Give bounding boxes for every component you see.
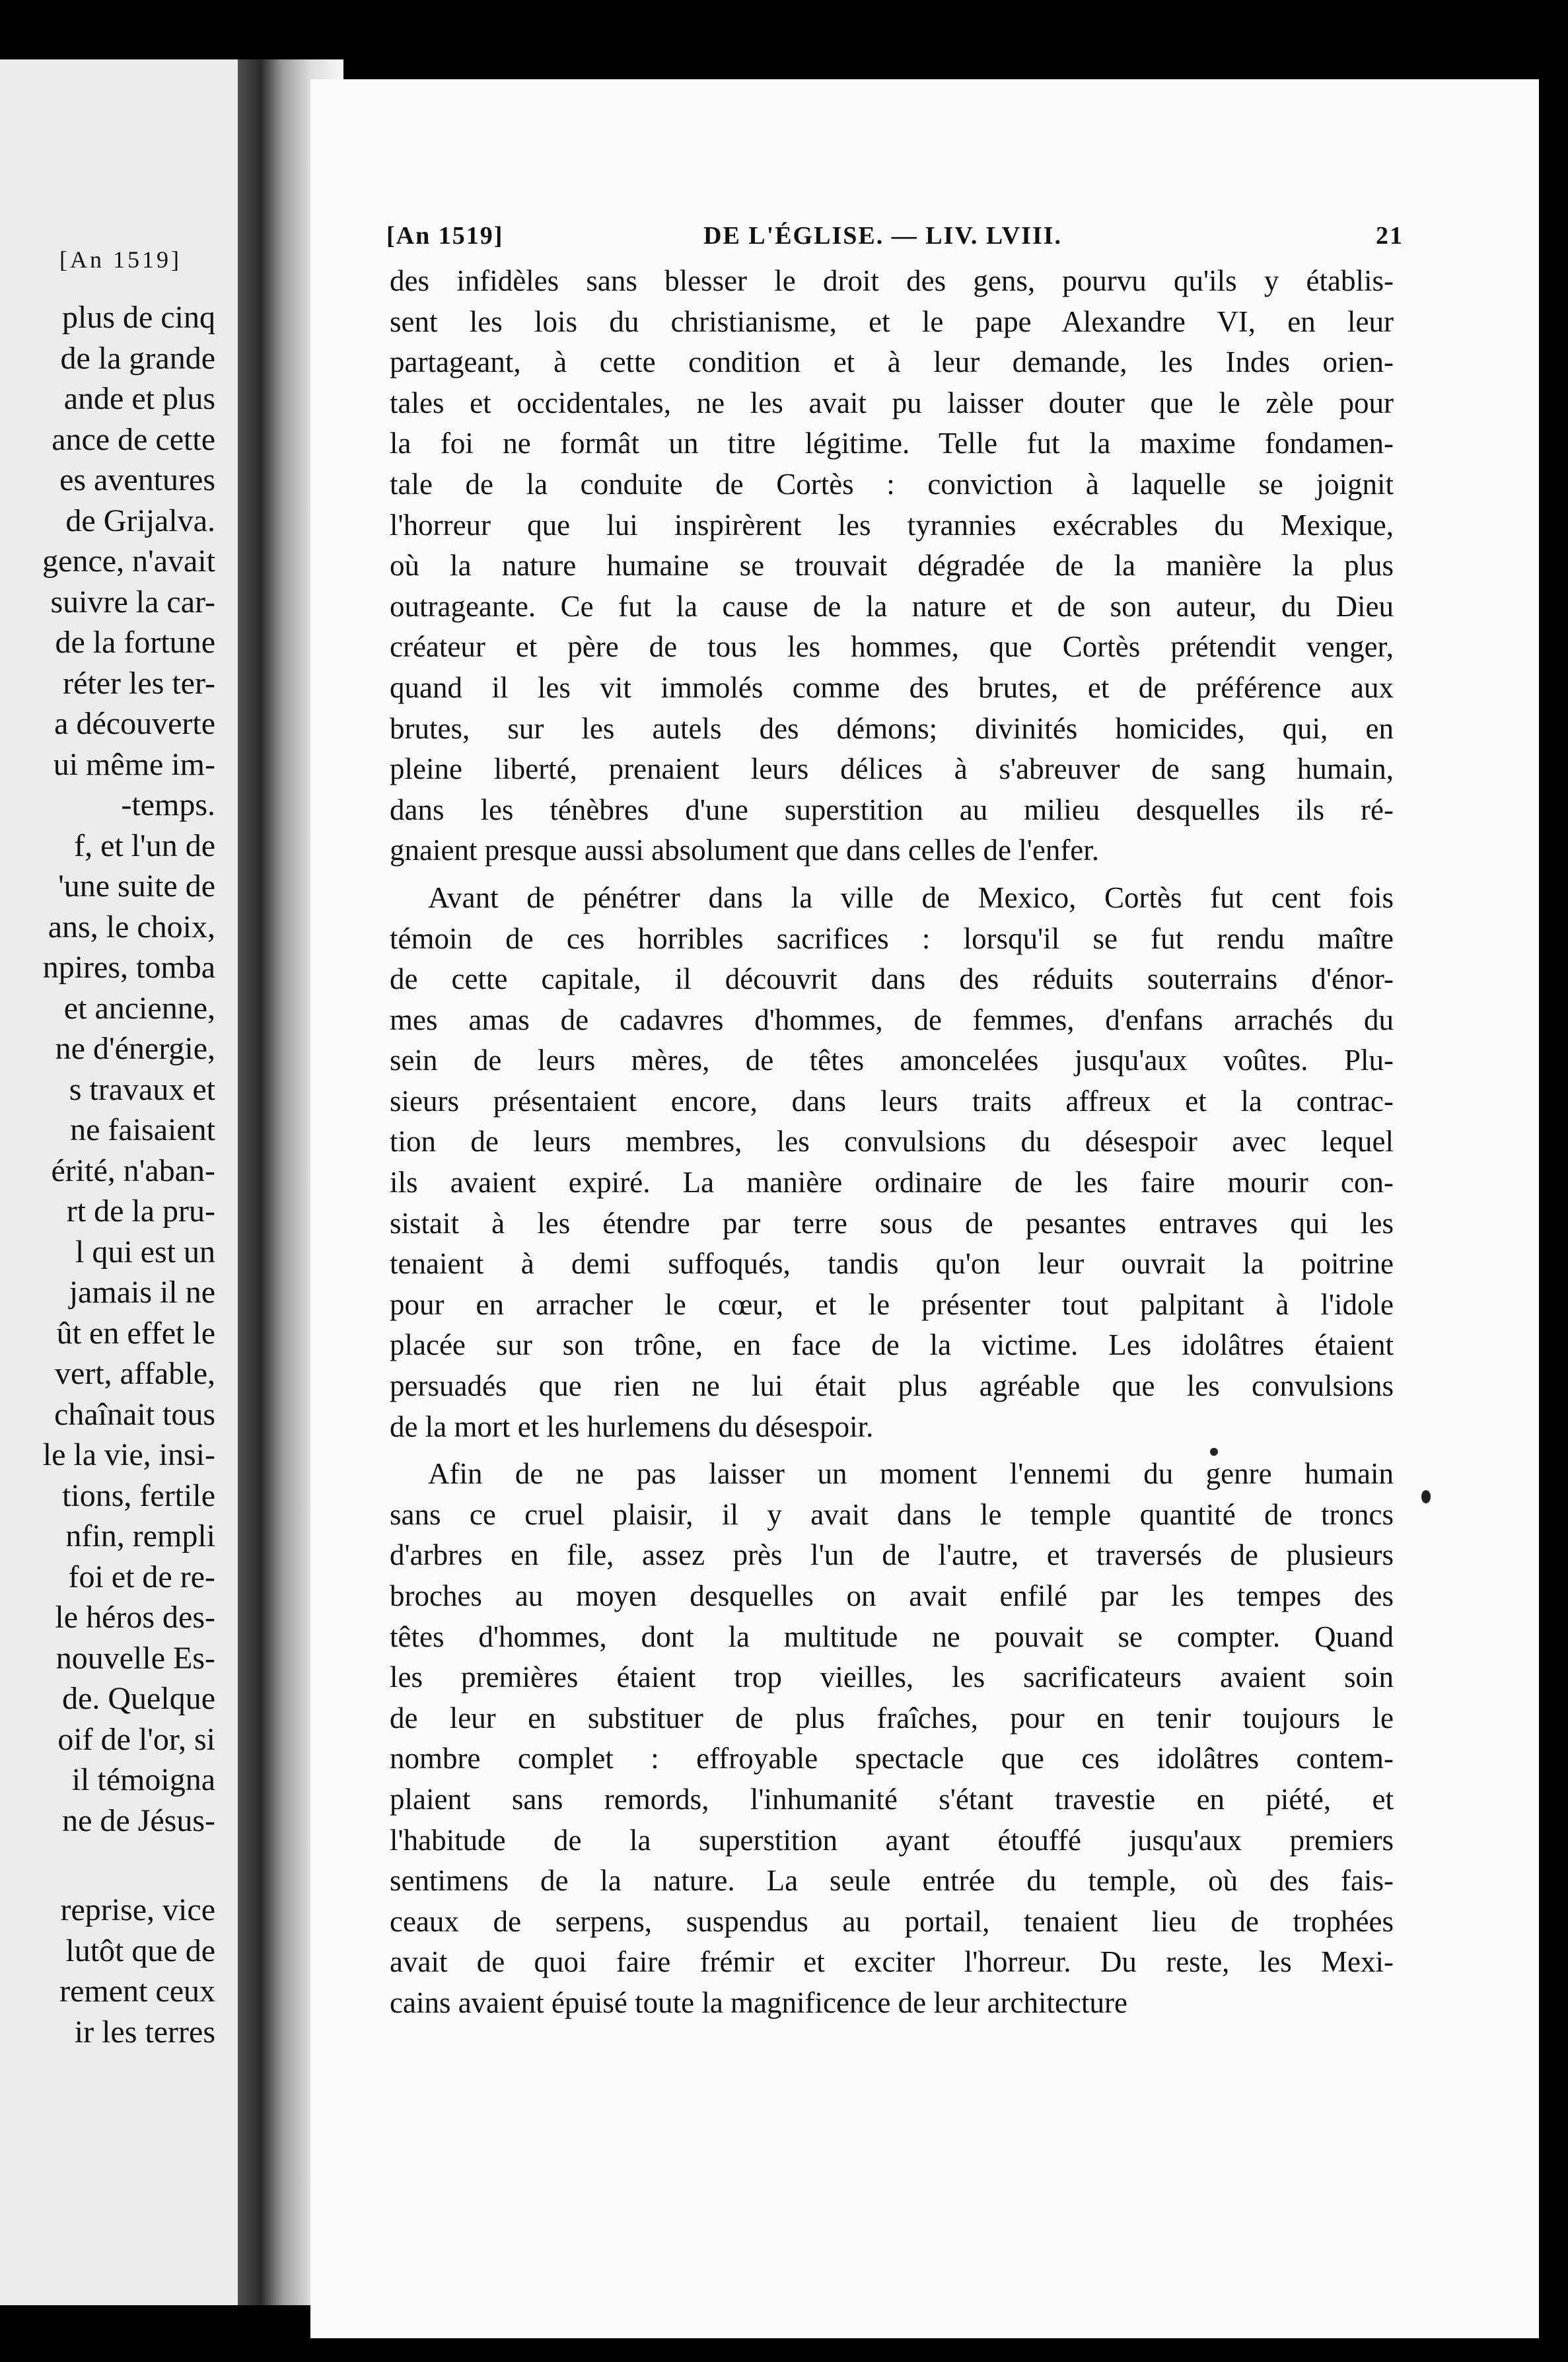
page-number: 21 [1376,222,1404,250]
left-page-line: s travaux et [69,1071,215,1107]
left-page-line: de Grijalva. [65,503,215,538]
text-line: nombre complet : effroyable spectacle que ces idolâtres contem- [390,1742,1394,1775]
text-line: mes amas de cadavres d'hommes, de femmes, d'enfans arrachés du [390,1003,1394,1036]
left-page-line: ne d'énergie, [55,1031,215,1066]
left-page-line: ans, le choix, [48,909,215,945]
left-page-text [0,297,225,2052]
text-line: têtes d'hommes, dont la multitude ne pouvait se compter. Quand [390,1620,1394,1653]
left-page-line: npires, tomba [42,950,215,985]
text-line: dans les ténèbres d'une superstition au milieu desquelles ils ré- [390,793,1394,826]
paragraph [390,261,1394,871]
right-page-body [390,261,1394,2030]
text-line: Afin de ne pas laisser un moment l'ennemi du genre humain [428,1457,1394,1491]
text-line: d'arbres en file, assez près l'un de l'autre, et traversés de plusieurs [390,1538,1394,1572]
text-line: où la nature humaine se trouvait dégradée de la manière la plus [390,549,1394,583]
text-line: pleine liberté, prenaient leurs délices à s'abreuver de sang humain, [390,752,1394,786]
left-page-line: rement ceux [59,1974,215,2009]
text-line: plaient sans remords, l'inhumanité s'étant travestie en piété, et [390,1782,1394,1816]
text-line: partageant, à cette condition et à leur demande, les Indes orien- [390,345,1394,379]
text-line: de cette capitale, il découvrit dans des réduits souterrains d'énor- [390,962,1394,996]
left-page-line: chaînait tous [54,1396,215,1432]
text-line: brutes, sur les autels des démons; divinités homicides, qui, en [390,711,1394,745]
left-page-line: foi et de re- [68,1559,215,1594]
text-line: témoin de ces horribles sacrifices : lorsqu'il se fut rendu maître [390,921,1394,955]
ink-speck [1210,1448,1218,1456]
text-line: tion de leurs membres, les convulsions du désespoir avec lequel [390,1125,1394,1159]
left-page-line: nouvelle Es- [55,1640,215,1676]
text-line: Avant de pénétrer dans la ville de Mexico, Cortès fut cent fois [428,880,1394,914]
left-page-line: reprise, vice [60,1892,215,1927]
left-page-line: tions, fertile [62,1478,215,1513]
left-page-line: plus de cinq [62,300,215,335]
left-page [0,59,238,2305]
text-line: sans ce cruel plaisir, il y avait dans le temple quantité de troncs [390,1497,1394,1531]
left-page-line: ne de Jésus- [62,1803,215,1838]
text-line: de leur en substituer de plus fraîches, pour en tenir toujours le [390,1701,1394,1735]
left-page-line: f, et l'un de [74,828,215,863]
left-page-line: es aventures [59,462,215,497]
text-line: tenaient à demi suffoqués, tandis qu'on leur ouvrait la poitrine [390,1247,1394,1281]
text-line: outrageante. Ce fut la cause de la nature et de son auteur, du Dieu [390,589,1394,623]
left-page-line: ût en effet le [56,1315,215,1351]
left-page-line: et ancienne, [63,990,215,1026]
text-line: ils avaient expiré. La manière ordinaire de les faire mourir con- [390,1166,1394,1199]
paragraph [390,1454,1394,2023]
left-page-running-head: [An 1519] [59,246,182,273]
text-line: des infidèles sans blesser le droit des gens, pourvu qu'ils y établis- [390,264,1394,297]
left-page-line: ance de cette [52,421,215,457]
left-page-line: réter les ter- [63,665,215,701]
left-page-line: rt de la pru- [66,1194,215,1229]
paragraph [390,878,1394,1447]
left-page-line: ne faisaient [70,1112,215,1147]
text-line: tales et occidentales, ne les avait pu laisser douter que le zèle pour [390,386,1394,419]
text-line: sent les lois du christianisme, et le pape Alexandre VI, en leur [390,304,1394,338]
left-page-line: oif de l'or, si [57,1721,215,1757]
left-page-line: 'une suite de [58,869,215,904]
left-page-line: -temps. [121,787,215,822]
left-page-line: de la fortune [55,625,215,660]
left-page-line: il témoigna [71,1762,215,1797]
running-head [386,221,1404,253]
text-line: la foi ne formât un titre légitime. Telle fut la maxime fondamen- [390,427,1394,460]
left-page-line: le la vie, insi- [42,1437,215,1472]
left-page-line: le héros des- [55,1600,215,1635]
left-page-line: gence, n'avait [42,544,215,579]
text-line: pour en arracher le cœur, et le présenter tout palpitant à l'idole [390,1287,1394,1321]
text-line: sentimens de la nature. La seule entrée du temple, où des fais- [390,1864,1394,1898]
text-line: avait de quoi faire frémir et exciter l'horreur. Du reste, les Mexi- [390,1945,1394,1979]
text-line: sein de leurs mères, de têtes amoncelées jusqu'aux voûtes. Plu- [390,1044,1394,1077]
left-page-line: lutôt que de [65,1933,215,1968]
left-page-line: érité, n'aban- [51,1153,215,1188]
left-page-line: l qui est un [75,1234,215,1270]
text-line: les premières étaient trop vieilles, les sacrificateurs avaient soin [390,1661,1394,1694]
text-line: broches au moyen desquelles on avait enfilé par les tempes des [390,1579,1394,1612]
text-line: cains avaient épuisé toute la magnificence de leur architecture [390,1986,1127,2019]
running-head-title: DE L'ÉGLISE. — LIV. LVIII. [703,222,1063,250]
left-page-line: vert, affable, [55,1356,215,1391]
text-line: de la mort et les hurlemens du désespoir. [390,1410,874,1443]
left-page-line: ir les terres [74,2014,215,2050]
text-line: l'horreur que lui inspirèrent les tyrannies exécrables du Mexique, [390,508,1394,542]
text-line: tale de la conduite de Cortès : conviction à laquelle se joignit [390,467,1394,501]
left-page-line: nfin, rempli [65,1519,215,1554]
text-line: ceaux de serpens, suspendus au portail, tenaient lieu de trophées [390,1904,1394,1938]
left-page-line: ui même im- [53,746,215,782]
text-line: placée sur son trône, en face de la victime. Les idolâtres étaient [390,1328,1394,1362]
text-line: sistait à les étendre par terre sous de pesantes entraves qui les [390,1206,1394,1240]
text-line: gnaient presque aussi absolument que dans celles de l'enfer. [390,834,1100,867]
running-head-year: [An 1519] [386,222,504,250]
left-page-line: de la grande [60,340,215,376]
left-page-line: jamais il ne [69,1275,215,1310]
left-page-line: ande et plus [63,381,215,416]
text-line: créateur et père de tous les hommes, que Cortès prétendit venger, [390,630,1394,664]
text-line: sieurs présentaient encore, dans leurs traits affreux et la contrac- [390,1084,1394,1118]
ink-speck [1421,1490,1431,1503]
left-page-line: suivre la car- [50,584,215,620]
text-line: quand il les vit immolés comme des brutes, et de préférence aux [390,670,1394,704]
left-page-line: a découverte [54,706,215,741]
text-line: l'habitude de la superstition ayant étouffé jusqu'aux premiers [390,1823,1394,1857]
text-line: persuadés que rien ne lui était plus agréable que les convulsions [390,1369,1394,1403]
left-page-line: de. Quelque [62,1681,215,1716]
